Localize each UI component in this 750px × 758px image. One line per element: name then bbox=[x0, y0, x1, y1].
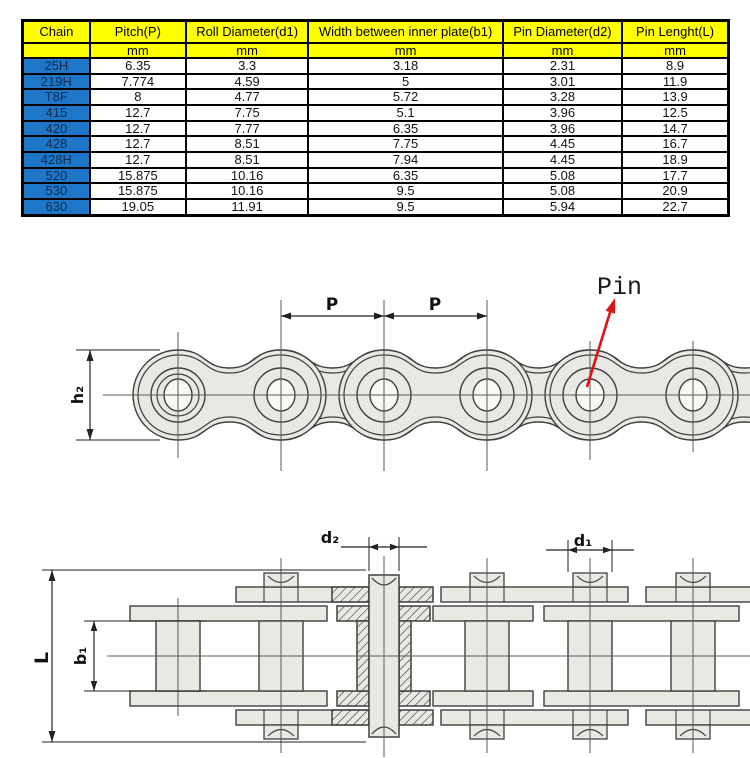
table-row bbox=[23, 89, 729, 105]
pin-diameter-dimension-label: d₂ bbox=[320, 528, 340, 547]
value-cell: 22.7 bbox=[622, 199, 728, 215]
column-header: Chain bbox=[23, 21, 90, 43]
column-header: Roll Diameter(d1) bbox=[186, 21, 308, 43]
value-cell: 16.7 bbox=[622, 136, 728, 152]
unit-cell: mm bbox=[503, 43, 622, 59]
value-cell: 7.94 bbox=[308, 152, 503, 168]
value-cell: 4.77 bbox=[186, 89, 308, 105]
table-row bbox=[23, 199, 729, 215]
value-cell: 20.9 bbox=[622, 183, 728, 199]
value-cell: 7.75 bbox=[308, 136, 503, 152]
pin-callout-label: Pin bbox=[597, 273, 643, 302]
roller-diameter-dimension-label: d₁ bbox=[573, 531, 593, 550]
value-cell: 17.7 bbox=[622, 168, 728, 184]
value-cell: 10.16 bbox=[186, 183, 308, 199]
value-cell: 8 bbox=[90, 89, 186, 105]
table-row bbox=[23, 105, 729, 121]
chain-name-cell: 428 bbox=[23, 136, 90, 152]
table-body bbox=[23, 58, 729, 215]
value-cell: 6.35 bbox=[308, 168, 503, 184]
value-cell: 6.35 bbox=[90, 58, 186, 74]
unit-row bbox=[23, 43, 729, 59]
unit-cell: mm bbox=[186, 43, 308, 59]
pitch-dimension-label: P bbox=[428, 295, 442, 315]
table-row bbox=[23, 183, 729, 199]
value-cell: 7.77 bbox=[186, 121, 308, 137]
chain-side-view-diagram bbox=[0, 256, 750, 496]
value-cell: 9.5 bbox=[308, 183, 503, 199]
value-cell: 2.31 bbox=[503, 58, 622, 74]
unit-cell: mm bbox=[622, 43, 728, 59]
chain-top-view-diagram bbox=[0, 498, 750, 758]
chain-name-cell: T8F bbox=[23, 89, 90, 105]
value-cell: 12.7 bbox=[90, 136, 186, 152]
value-cell: 5.08 bbox=[503, 183, 622, 199]
value-cell: 3.96 bbox=[503, 105, 622, 121]
column-header: Width between inner plate(b1) bbox=[308, 21, 503, 43]
value-cell: 3.18 bbox=[308, 58, 503, 74]
value-cell: 3.01 bbox=[503, 74, 622, 90]
value-cell: 3.28 bbox=[503, 89, 622, 105]
table-row bbox=[23, 74, 729, 90]
pin-length-dimension-label: L bbox=[31, 651, 53, 665]
table-row bbox=[23, 58, 729, 74]
value-cell: 3.3 bbox=[186, 58, 308, 74]
pitch-dimension-label: P bbox=[325, 295, 339, 315]
value-cell: 4.59 bbox=[186, 74, 308, 90]
value-cell: 5 bbox=[308, 74, 503, 90]
value-cell: 15.875 bbox=[90, 168, 186, 184]
table-row bbox=[23, 152, 729, 168]
value-cell: 4.45 bbox=[503, 136, 622, 152]
table-row bbox=[23, 136, 729, 152]
value-cell: 12.5 bbox=[622, 105, 728, 121]
value-cell: 5.72 bbox=[308, 89, 503, 105]
value-cell: 5.94 bbox=[503, 199, 622, 215]
chain-name-cell: 219H bbox=[23, 74, 90, 90]
value-cell: 6.35 bbox=[308, 121, 503, 137]
value-cell: 12.7 bbox=[90, 152, 186, 168]
chain-name-cell: 415 bbox=[23, 105, 90, 121]
value-cell: 7.75 bbox=[186, 105, 308, 121]
value-cell: 11.91 bbox=[186, 199, 308, 215]
unit-cell: mm bbox=[308, 43, 503, 59]
value-cell: 15.875 bbox=[90, 183, 186, 199]
plate-height-dimension-label: h₂ bbox=[68, 385, 87, 405]
table-row bbox=[23, 168, 729, 184]
value-cell: 8.51 bbox=[186, 152, 308, 168]
value-cell: 11.9 bbox=[622, 74, 728, 90]
table-head bbox=[23, 21, 729, 59]
value-cell: 8.51 bbox=[186, 136, 308, 152]
value-cell: 3.96 bbox=[503, 121, 622, 137]
value-cell: 7.774 bbox=[90, 74, 186, 90]
side-view-geometry bbox=[76, 298, 750, 471]
column-header: Pitch(P) bbox=[90, 21, 186, 43]
header-row bbox=[23, 21, 729, 43]
top-view-geometry bbox=[42, 537, 750, 757]
chain-name-cell: 520 bbox=[23, 168, 90, 184]
chain-name-cell: 630 bbox=[23, 199, 90, 215]
unit-cell bbox=[23, 43, 90, 59]
chain-name-cell: 530 bbox=[23, 183, 90, 199]
value-cell: 5.1 bbox=[308, 105, 503, 121]
chain-name-cell: 420 bbox=[23, 121, 90, 137]
value-cell: 9.5 bbox=[308, 199, 503, 215]
value-cell: 10.16 bbox=[186, 168, 308, 184]
value-cell: 4.45 bbox=[503, 152, 622, 168]
value-cell: 5.08 bbox=[503, 168, 622, 184]
value-cell: 12.7 bbox=[90, 105, 186, 121]
chain-name-cell: 428H bbox=[23, 152, 90, 168]
chain-name-cell: 25H bbox=[23, 58, 90, 74]
value-cell: 12.7 bbox=[90, 121, 186, 137]
value-cell: 19.05 bbox=[90, 199, 186, 215]
column-header: Pin Lenght(L) bbox=[622, 21, 728, 43]
value-cell: 13.9 bbox=[622, 89, 728, 105]
column-header: Pin Diameter(d2) bbox=[503, 21, 622, 43]
value-cell: 18.9 bbox=[622, 152, 728, 168]
unit-cell: mm bbox=[90, 43, 186, 59]
inner-width-dimension-label: b₁ bbox=[71, 646, 90, 666]
chain-spec-table bbox=[21, 19, 730, 217]
value-cell: 14.7 bbox=[622, 121, 728, 137]
table-row bbox=[23, 121, 729, 137]
value-cell: 8.9 bbox=[622, 58, 728, 74]
